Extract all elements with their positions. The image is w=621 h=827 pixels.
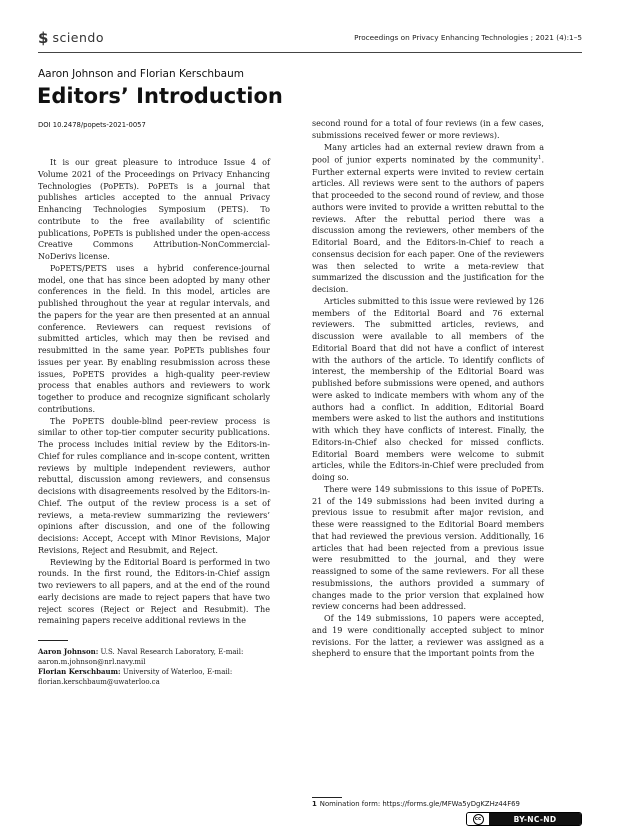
affiliation-1 xyxy=(38,647,270,667)
paragraph-rounds: Reviewing by the Editorial Board is performed in two rounds. In the first round, the Editors-in-Chief assign two reviewers to all papers, and at the end of the round early decisions are made to reject papers that have two reject scores (Reject or Reject and Resubmit). The remaining papers receive additional reviews in the xyxy=(38,557,270,626)
affiliation-2-info: University of Waterloo, E-mail: florian.kerschbaum@uwaterloo.ca xyxy=(38,668,233,686)
affiliation-1-name: Aaron Johnson: xyxy=(38,647,99,656)
sciendo-logo-icon: $ xyxy=(38,29,49,47)
paragraph-intro: It is our great pleasure to introduce Issue 4 of Volume 2021 of the Proceedings on Privacy Enhancing Technologies (PoPETs). PoPETs is a journal that publishes articles accepted to the annual Privacy Enhancing Technologies Symposium (PETS). To contribute to the free availability of scientific publications, PoPETs is published under the open-access Creative Commons Attribution-NonCommercial-NoDerivs license. xyxy=(38,158,270,261)
paragraph-continuation: second round for a total of four reviews (in a few cases, submissions received fewer or more reviews). xyxy=(312,119,544,140)
affiliation-2-name: Florian Kerschbaum: xyxy=(38,667,121,677)
cc-icon xyxy=(467,813,489,825)
right-column xyxy=(312,118,544,660)
external-review-text-cont: . Further external experts were invited to review certain articles. All reviews were sent to the authors of papers that proceeded to the second round of review, and those authors were invited to provide a written rebuttal to the reviews. After the rebuttal period there was a discussion among the reviewers, other members of the Editorial Board, and the Editors-in-Chief to reach a consensus decision for each paper. One of the reviewers was then selected to write a meta-review that summarized the discussion and the justification for the decision. xyxy=(312,155,544,295)
footnote xyxy=(312,800,520,808)
cc-license-badge xyxy=(466,812,582,826)
paragraph-acceptance: Of the 149 submissions, 10 papers were accepted, and 19 were conditionally accepted subject to minor revisions. For the latter, a reviewer was assigned as a shepherd to ensure that the important points from the xyxy=(312,614,544,659)
affiliation-rule xyxy=(38,640,68,641)
external-review-text: Many articles had an external review drawn from a pool of junior experts nominated by the community xyxy=(312,142,544,165)
footnote-number: 1 xyxy=(312,800,317,808)
paragraph-external-review xyxy=(312,142,544,296)
footnote-text: Nomination form: https://forms.gle/MFWa5yDgKZHz44F69 xyxy=(319,800,520,808)
author-line: Aaron Johnson and Florian Kerschbaum xyxy=(38,68,244,80)
paragraph-reviewers: Articles submitted to this issue were reviewed by 126 members of the Editorial Board and 76 external reviewers. The submitted articles, reviews, and discussion were available to all members of the Editorial Board that did not have a conflict of interest with the authors of the article. To identify conflicts of interest, the membership of the Editorial Board was published before submissions were opened, and authors were asked to indicate members with whom any of the authors had a conflict. In addition, Editorial Board members were asked to list the authors and institutions with which they have conflicts of interest. Finally, the Editors-in-Chief also checked for missed conflicts. Editorial Board members were welcome to submit articles, while the Editors-in-Chief were precluded from doing so. xyxy=(312,296,544,483)
footnote-rule xyxy=(312,797,342,798)
paragraph-submissions: There were 149 submissions to this issue of PoPETs. 21 of the 149 submissions had been invited during a previous issue to resubmit after major revision, and these were reassigned to the Editorial Board members that had reviewed the previous version. Additionally, 16 articles that had been rejected from a previous issue were resubmitted to the journal, and they were reassigned to some of the same reviewers. For all these resubmissions, the authors provided a summary of changes made to the prior version that explained how review concerns had been addressed. xyxy=(312,484,544,612)
article-title: Editors’ Introduction xyxy=(37,84,283,108)
affiliation-2 xyxy=(38,667,270,687)
page-header xyxy=(38,31,582,51)
sciendo-logo xyxy=(38,31,104,46)
footnote-mark: 1 xyxy=(537,155,542,162)
paragraph-review-process: The PoPETS double-blind peer-review process is similar to other top-tier computer security publications. The process includes initial review by the Editors-in-Chief for rules compliance and in-scope content, written reviews by multiple independent reviewers, author rebuttal, discussion among reviewers, and consensus decisions with disagreements resolved by the Editors-in-Chief. The output of the review process is a set of reviews, a meta-review summarizing the reviewers’ opinions after discussion, and one of the following decisions: Accept, Accept with Minor Revisions, Major Revisions, Reject and Resubmit, and Reject. xyxy=(38,416,270,555)
publisher-name: sciendo xyxy=(52,30,104,46)
author-affiliations xyxy=(38,647,270,687)
paragraph-model: PoPETS/PETS uses a hybrid conference-journal model, one that has since been adopted by many other conferences in the field. In this model, articles are published throughout the year at regular intervals, and the papers for the year are then presented at an annual conference. Reviewers can request revisions of submitted articles, which may then be revised and resubmitted in the same year. PoPETs publishes four issues per year. By enabling resubmission across these issues, PoPETS provides a high-quality peer-review process that enables authors and reviewers to work together to produce and recognize significant scholarly contributions. xyxy=(38,263,270,414)
cc-icon-text: cc xyxy=(473,814,484,825)
left-column xyxy=(38,157,270,627)
affiliation-1-info: U.S. Naval Research Laboratory, E-mail: aaron.m.johnson@nrl.navy.mil xyxy=(38,648,244,666)
doi: DOI 10.2478/popets-2021-0057 xyxy=(38,121,146,129)
journal-citation: Proceedings on Privacy Enhancing Technologies ; 2021 (4):1–5 xyxy=(354,33,582,42)
license-label: BY-NC-ND xyxy=(489,813,581,825)
header-rule xyxy=(38,52,582,53)
